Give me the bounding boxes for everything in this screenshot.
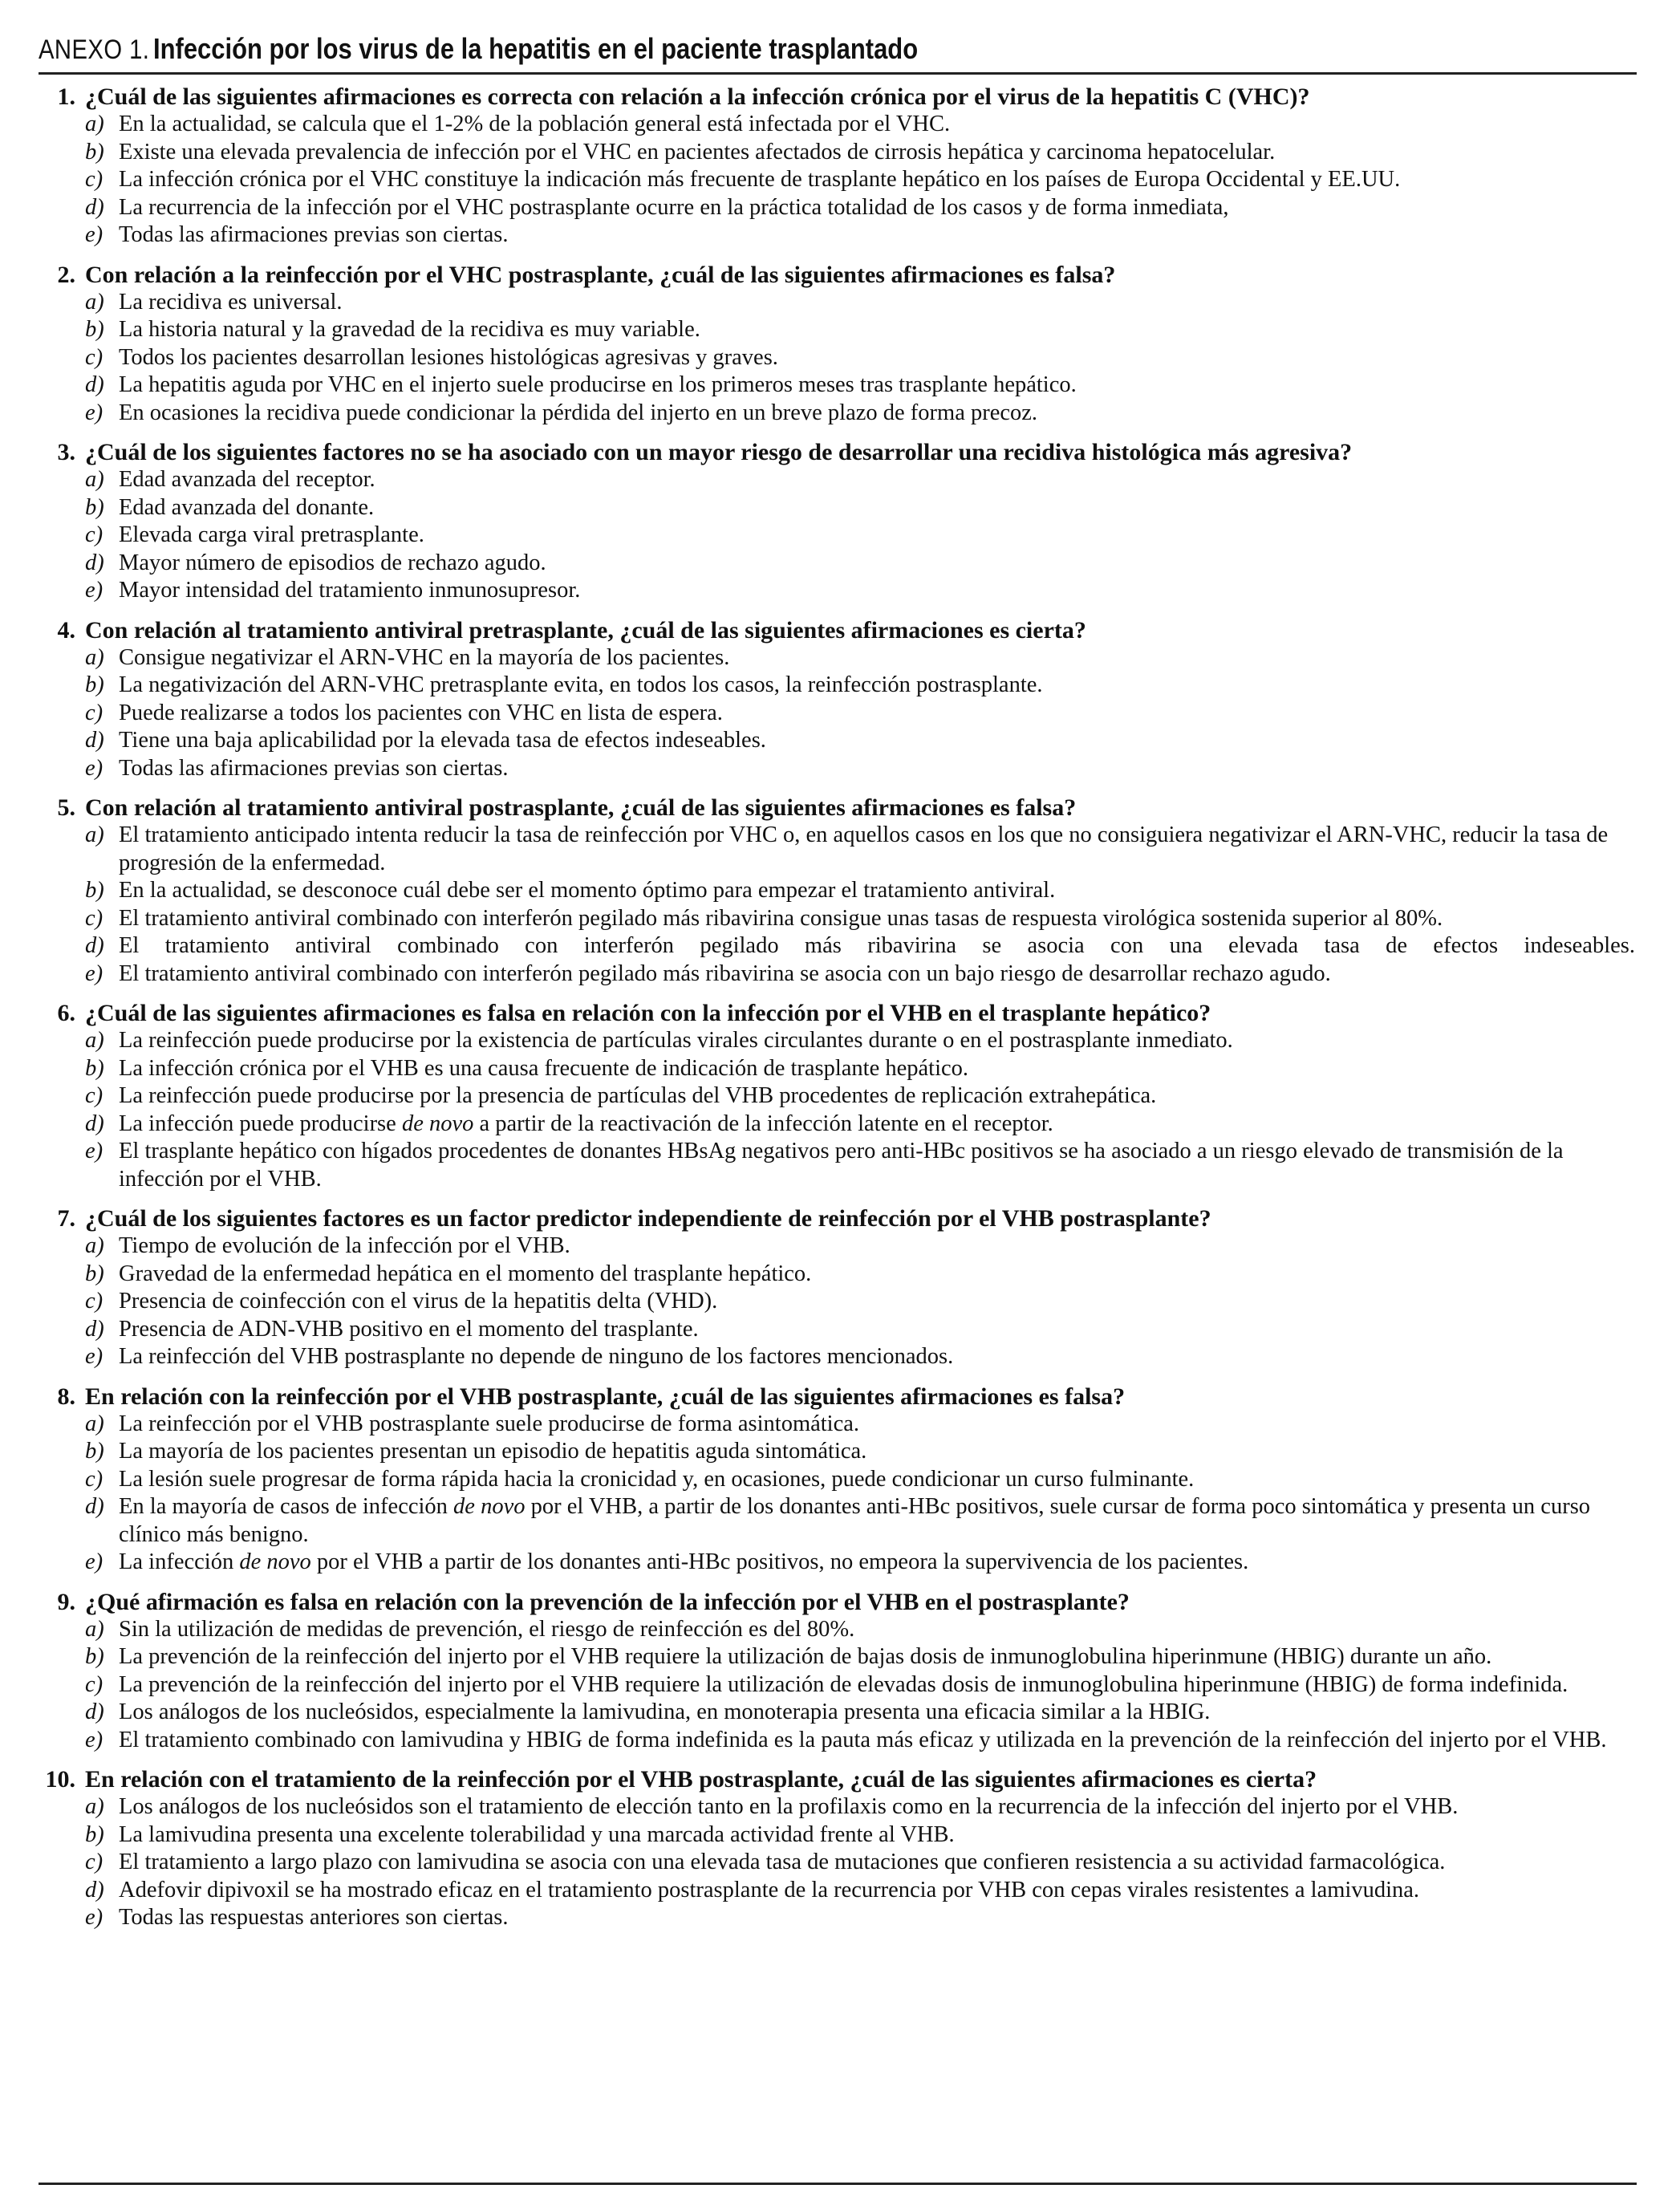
option-list [39, 1232, 1637, 1371]
option-text: Edad avanzada del receptor. [119, 467, 375, 492]
answer-option [39, 1727, 1637, 1755]
option-text: En la mayoría de casos de infección de novo por el VHB, a partir de los donantes anti-HBc positivos, suele cursar de forma poco sintomática y presenta un curso clínico más benigno. [119, 1494, 1591, 1547]
answer-option [39, 877, 1637, 905]
answer-option [39, 1055, 1637, 1083]
option-letter: c) [85, 1289, 103, 1314]
option-list [39, 111, 1637, 250]
answer-option [39, 1466, 1637, 1494]
question-2 [39, 261, 1637, 428]
question-number: 7. [57, 1205, 75, 1232]
answer-option [39, 932, 1637, 960]
answer-option [39, 960, 1637, 989]
question-10 [39, 1765, 1637, 1932]
option-text: Existe una elevada prevalencia de infección por el VHC en pacientes afectados de cirrosis hepática y carcinoma hepatocelular. [119, 139, 1276, 164]
question-6 [39, 999, 1637, 1193]
option-letter: c) [85, 700, 103, 725]
answer-option [39, 1849, 1637, 1877]
question-heading [39, 83, 1637, 111]
option-letter: c) [85, 344, 103, 370]
question-1 [39, 83, 1637, 250]
option-text: El tratamiento antiviral combinado con interferón pegilado más ribavirina se asocia con un bajo riesgo de desarrollar rechazo agudo. [119, 960, 1331, 986]
question-text: En relación con la reinfección por el VHB postrasplante, ¿cuál de las siguientes afirmaciones es falsa? [85, 1383, 1126, 1410]
answer-option [39, 727, 1637, 755]
answer-option [39, 1616, 1637, 1644]
option-letter: d) [85, 550, 104, 575]
option-letter: a) [85, 1616, 104, 1642]
answer-option [39, 1793, 1637, 1821]
question-text: ¿Qué afirmación es falsa en relación con la prevención de la infección por el VHB en el postrasplante? [85, 1588, 1130, 1615]
option-letter: d) [85, 372, 104, 397]
question-heading [39, 794, 1637, 822]
option-text: La negativización del ARN-VHC pretrasplante evita, en todos los casos, la reinfección postrasplante. [119, 672, 1043, 697]
option-letter: e) [85, 578, 103, 603]
option-text: Gravedad de la enfermedad hepática en el momento del trasplante hepático. [119, 1261, 812, 1286]
option-text: Todas las respuestas anteriores son ciertas. [119, 1905, 509, 1930]
option-list [39, 1027, 1637, 1193]
option-letter: e) [85, 960, 103, 986]
option-list [39, 289, 1637, 428]
option-text: Todas las afirmaciones previas son ciertas. [119, 755, 509, 781]
answer-option [39, 344, 1637, 372]
option-text: El trasplante hepático con hígados procedentes de donantes HBsAg negativos pero anti-HBc positivos se ha asociado a un riesgo elevado de transmisión de la infección por el VHB. [119, 1139, 1564, 1192]
answer-option [39, 1232, 1637, 1261]
option-letter: e) [85, 1139, 103, 1163]
option-letter: a) [85, 1028, 104, 1053]
answer-option [39, 1493, 1637, 1549]
option-letter: d) [85, 1699, 104, 1724]
option-text: La infección de novo por el VHB a partir de los donantes anti-HBc positivos, no empeora la supervivencia de los pacientes. [119, 1549, 1249, 1574]
answer-option [39, 372, 1637, 400]
option-text: En la actualidad, se calcula que el 1-2% de la población general está infectada por el VHC. [119, 112, 951, 136]
option-text: La reinfección del VHB postrasplante no depende de ninguno de los factores mencionados. [119, 1344, 954, 1369]
question-number: 3. [57, 439, 75, 465]
question-9 [39, 1588, 1637, 1755]
question-text: ¿Cuál de las siguientes afirmaciones es falsa en relación con la infección por el VHB en el trasplante hepático? [85, 1000, 1211, 1026]
option-text: La lesión suele progresar de forma rápida hacia la cronicidad y, en ocasiones, puede condicionar un curso fulminante. [119, 1466, 1195, 1492]
answer-option [39, 522, 1637, 550]
option-letter: c) [85, 522, 103, 547]
option-letter: d) [85, 1316, 104, 1342]
option-text: Presencia de coinfección con el virus de la hepatitis delta (VHD). [119, 1289, 718, 1314]
answer-option [39, 672, 1637, 700]
answer-option [39, 139, 1637, 167]
option-text: La infección crónica por el VHC constituye la indicación más frecuente de trasplante hepático en los países de Europa Occidental y EE.UU. [119, 167, 1401, 192]
option-letter: d) [85, 728, 104, 753]
question-number: 9. [57, 1588, 75, 1615]
option-letter: d) [85, 194, 104, 220]
option-letter: c) [85, 905, 103, 931]
option-list [39, 466, 1637, 605]
option-letter: e) [85, 400, 103, 425]
question-text: ¿Cuál de las siguientes afirmaciones es correcta con relación a la infección crónica por el virus de la hepatitis C (VHC)? [85, 83, 1310, 110]
option-list [39, 1793, 1637, 1932]
option-text: La mayoría de los pacientes presentan un episodio de hepatitis aguda sintomática. [119, 1439, 867, 1464]
question-text: ¿Cuál de los siguientes factores es un factor predictor independiente de reinfección por el VHB postrasplante? [85, 1205, 1211, 1232]
option-letter: c) [85, 1083, 103, 1108]
option-letter: c) [85, 167, 103, 192]
option-text: En la actualidad, se desconoce cuál debe ser el momento óptimo para empezar el tratamiento antiviral. [119, 878, 1056, 903]
option-letter: a) [85, 1233, 104, 1258]
option-text: Los análogos de los nucleósidos son el tratamiento de elección tanto en la profilaxis como en la recurrencia de la infección del injerto por el VHB. [119, 1794, 1459, 1819]
annex-header [39, 32, 1637, 75]
option-letter: d) [85, 1494, 104, 1519]
question-heading [39, 261, 1637, 289]
answer-option [39, 577, 1637, 605]
option-text: La lamivudina presenta una excelente tolerabilidad y una marcada actividad frente al VHB. [119, 1821, 955, 1847]
option-text: Sin la utilización de medidas de prevención, el riesgo de reinfección es del 80%. [119, 1616, 855, 1642]
option-text: Todas las afirmaciones previas son ciertas. [119, 222, 509, 247]
option-text: El tratamiento anticipado intenta reducir la tasa de reinfección por VHC o, en aquellos casos en los que no consiguiera negativizar el ARN-VHC, reducir la tasa de progresión de la enfermedad. [119, 822, 1609, 875]
question-text: Con relación al tratamiento antiviral postrasplante, ¿cuál de las siguientes afirmaciones es falsa? [85, 794, 1077, 821]
answer-option [39, 1904, 1637, 1932]
answer-option [39, 1111, 1637, 1139]
answer-option [39, 905, 1637, 933]
option-letter: b) [85, 672, 104, 697]
answer-option [39, 494, 1637, 522]
option-letter: b) [85, 1644, 104, 1669]
answer-option [39, 700, 1637, 728]
option-text: Consigue negativizar el ARN-VHC en la mayoría de los pacientes. [119, 644, 730, 670]
question-7 [39, 1204, 1637, 1371]
option-letter: a) [85, 289, 104, 315]
answer-option [39, 1699, 1637, 1727]
option-text: El tratamiento antiviral combinado con interferón pegilado más ribavirina se asocia con una elevada tasa de efectos indeseables. [119, 933, 1635, 958]
question-heading [39, 1204, 1637, 1232]
option-letter: a) [85, 1411, 104, 1436]
answer-option [39, 1411, 1637, 1439]
option-text: Tiene una baja aplicabilidad por la elevada tasa de efectos indeseables. [119, 728, 766, 753]
question-number: 6. [57, 1000, 75, 1026]
answer-option [39, 1671, 1637, 1699]
answer-option [39, 166, 1637, 194]
question-heading [39, 999, 1637, 1027]
option-letter: a) [85, 822, 104, 847]
option-letter: e) [85, 1727, 103, 1752]
option-list [39, 1616, 1637, 1755]
answer-option [39, 644, 1637, 672]
option-text: El tratamiento a largo plazo con lamivudina se asocia con una elevada tasa de mutaciones que confieren resistencia a su actividad farmacológica. [119, 1850, 1446, 1874]
option-letter: c) [85, 1850, 103, 1874]
option-text: En ocasiones la recidiva puede condicionar la pérdida del injerto en un breve plazo de forma precoz. [119, 400, 1038, 425]
answer-option [39, 1643, 1637, 1671]
question-heading [39, 438, 1637, 466]
option-letter: c) [85, 1466, 103, 1492]
question-4 [39, 616, 1637, 783]
option-text: Tiempo de evolución de la infección por el VHB. [119, 1233, 570, 1258]
option-text: La prevención de la reinfección del injerto por el VHB requiere la utilización de elevadas dosis de inmunoglobulina hiperinmune (HBIG) de forma indefinida. [119, 1671, 1568, 1697]
option-text: Adefovir dipivoxil se ha mostrado eficaz en el tratamiento postrasplante de la recurrencia por VHB con cepas virales resistentes a lamivudina. [119, 1877, 1420, 1902]
option-letter: b) [85, 1439, 104, 1464]
answer-option [39, 466, 1637, 494]
option-letter: d) [85, 1111, 104, 1136]
option-text: El tratamiento combinado con lamivudina y HBIG de forma indefinida es la pauta más eficaz y utilizada en la prevención de la reinfección del injerto por el VHB. [119, 1727, 1607, 1752]
question-5 [39, 794, 1637, 988]
option-letter: b) [85, 494, 104, 520]
question-text: ¿Cuál de los siguientes factores no se ha asociado con un mayor riesgo de desarrollar una recidiva histológica más agresiva? [85, 439, 1353, 465]
question-heading [39, 1588, 1637, 1616]
option-letter: e) [85, 1549, 103, 1574]
answer-option [39, 400, 1637, 428]
option-letter: d) [85, 1877, 104, 1902]
option-letter: a) [85, 467, 104, 492]
option-text: La hepatitis aguda por VHC en el injerto suele producirse en los primeros meses tras trasplante hepático. [119, 372, 1077, 397]
option-text: Presencia de ADN-VHB positivo en el momento del trasplante. [119, 1316, 699, 1342]
option-letter: c) [85, 1671, 103, 1697]
question-heading [39, 1765, 1637, 1793]
answer-option [39, 221, 1637, 250]
annex-label: ANEXO 1. [39, 35, 150, 65]
question-heading [39, 616, 1637, 644]
answer-option [39, 1082, 1637, 1111]
option-letter: a) [85, 644, 104, 670]
option-list [39, 822, 1637, 988]
option-letter: b) [85, 317, 104, 342]
answer-option [39, 1549, 1637, 1577]
question-number: 5. [57, 794, 75, 821]
answer-option [39, 1343, 1637, 1371]
bottom-rule [39, 2183, 1637, 2185]
option-text: Los análogos de los nucleósidos, especialmente la lamivudina, en monoterapia presenta una eficacia similar a la HBIG. [119, 1699, 1211, 1724]
option-letter: e) [85, 222, 103, 247]
answer-option [39, 111, 1637, 139]
option-text: Mayor número de episodios de rechazo agudo. [119, 550, 546, 575]
question-number: 8. [57, 1383, 75, 1410]
answer-option [39, 1138, 1637, 1193]
answer-option [39, 550, 1637, 578]
option-letter: e) [85, 755, 103, 781]
option-text: El tratamiento antiviral combinado con interferón pegilado más ribavirina consigue unas tasas de respuesta virológica sostenida superior al 80%. [119, 905, 1443, 931]
answer-option [39, 316, 1637, 344]
question-3 [39, 438, 1637, 605]
question-number: 1. [57, 83, 75, 110]
option-text: La recurrencia de la infección por el VHC postrasplante ocurre en la práctica totalidad de los casos y de forma inmediata, [119, 194, 1229, 220]
option-letter: b) [85, 1261, 104, 1286]
annex-title: Infección por los virus de la hepatitis en el paciente trasplantado [152, 32, 918, 65]
option-text: La infección crónica por el VHB es una causa frecuente de indicación de trasplante hepático. [119, 1055, 969, 1081]
question-8 [39, 1383, 1637, 1577]
option-text: La infección puede producirse de novo a partir de la reactivación de la infección latente en el receptor. [119, 1111, 1053, 1136]
question-text: En relación con el tratamiento de la reinfección por el VHB postrasplante, ¿cuál de las siguientes afirmaciones es cierta? [85, 1766, 1317, 1793]
answer-option [39, 1877, 1637, 1905]
answer-option [39, 1438, 1637, 1466]
option-text: Puede realizarse a todos los pacientes con VHC en lista de espera. [119, 700, 723, 725]
answer-option [39, 822, 1637, 877]
document-page [39, 32, 1637, 1943]
answer-option [39, 1316, 1637, 1344]
answer-option [39, 755, 1637, 783]
question-heading [39, 1383, 1637, 1411]
answer-option [39, 1288, 1637, 1316]
option-letter: b) [85, 1055, 104, 1081]
option-text: La historia natural y la gravedad de la recidiva es muy variable. [119, 317, 700, 342]
option-text: La reinfección por el VHB postrasplante suele producirse de forma asintomática. [119, 1411, 860, 1436]
question-number: 2. [57, 261, 75, 288]
option-text: La prevención de la reinfección del injerto por el VHB requiere la utilización de bajas dosis de inmunoglobulina hiperinmune (HBIG) durante un año. [119, 1644, 1492, 1669]
answer-option [39, 1821, 1637, 1850]
answer-option [39, 194, 1637, 222]
question-number: 4. [57, 616, 75, 644]
option-text: La reinfección puede producirse por la presencia de partículas del VHB procedentes de replicación extrahepática. [119, 1083, 1157, 1108]
option-letter: d) [85, 933, 104, 958]
option-text: Todos los pacientes desarrollan lesiones histológicas agresivas y graves. [119, 344, 778, 370]
option-text: Mayor intensidad del tratamiento inmunosupresor. [119, 578, 581, 603]
option-text: La reinfección puede producirse por la existencia de partículas virales circulantes durante o en el postrasplante inmediato. [119, 1028, 1233, 1053]
question-number: 10. [45, 1766, 75, 1793]
option-list [39, 644, 1637, 783]
question-list [39, 83, 1637, 1932]
option-list [39, 1411, 1637, 1577]
option-letter: a) [85, 1794, 104, 1819]
option-text: La recidiva es universal. [119, 289, 343, 315]
option-text: Elevada carga viral pretrasplante. [119, 522, 424, 547]
answer-option [39, 1027, 1637, 1055]
option-letter: b) [85, 878, 104, 903]
option-letter: b) [85, 139, 104, 164]
answer-option [39, 289, 1637, 317]
option-letter: a) [85, 112, 104, 136]
option-letter: e) [85, 1905, 103, 1930]
option-text: Edad avanzada del donante. [119, 494, 375, 520]
answer-option [39, 1261, 1637, 1289]
question-text: Con relación al tratamiento antiviral pretrasplante, ¿cuál de las siguientes afirmaciones es cierta? [85, 616, 1086, 644]
option-letter: b) [85, 1821, 104, 1847]
question-text: Con relación a la reinfección por el VHC postrasplante, ¿cuál de las siguientes afirmaciones es falsa? [85, 261, 1116, 288]
option-letter: e) [85, 1344, 103, 1369]
